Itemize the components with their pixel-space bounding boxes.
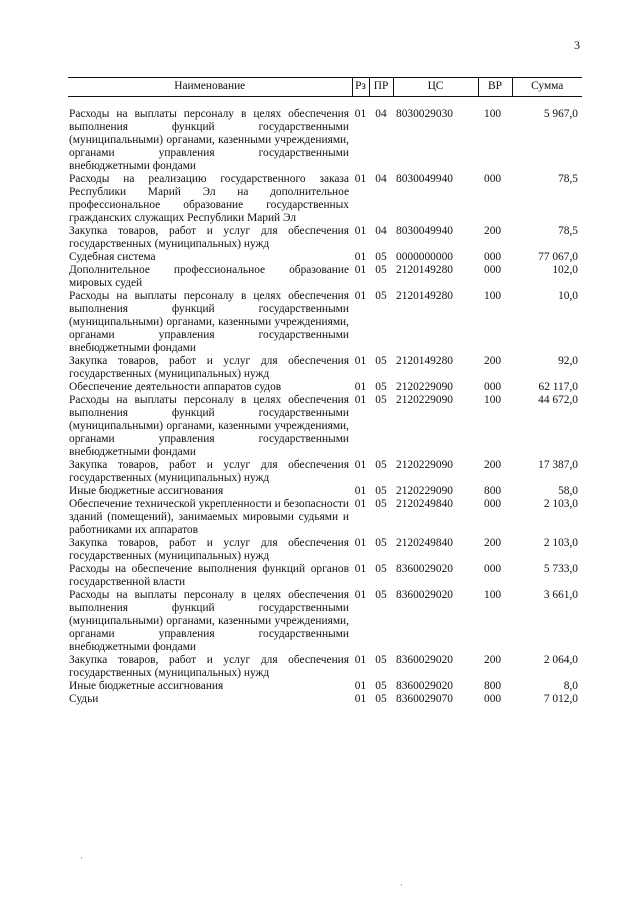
row-pr: 05 [375,654,387,666]
row-pr: 05 [375,290,387,302]
row-name: Обеспечение технической укрепленности и безопасности зданий (помещений), занимаемых мировыми судьями и работниками их аппаратов [69,498,349,536]
row-name: Иные бюджетные ассигнования [69,680,224,692]
table-row [68,173,582,225]
row-cs: 8360029020 [396,654,453,666]
row-vr: 100 [484,394,502,406]
header-rz: Рз [352,78,369,97]
header-name: Наименование [68,78,352,97]
row-rz: 01 [354,537,367,549]
row-sum: 78,5 [558,173,578,185]
row-pr: 05 [375,459,387,471]
budget-table [68,77,582,706]
header-cs: ЦС [393,78,478,97]
row-pr: 05 [375,485,387,497]
table-row [68,394,582,459]
row-vr: 100 [484,589,502,601]
row-cs: 2120229090 [396,381,453,393]
row-sum: 17 387,0 [538,459,578,471]
row-cs: 2120249840 [396,537,453,549]
row-name: Дополнительное профессиональное образование мировых судей [69,264,349,289]
row-sum: 8,0 [563,680,578,692]
row-vr: 200 [484,459,502,471]
row-name: Судебная система [69,251,156,263]
header-sum: Сумма [512,78,582,97]
row-rz: 01 [354,355,367,367]
row-cs: 8030029030 [396,108,453,120]
row-pr: 04 [375,108,387,120]
row-vr: 200 [484,654,502,666]
row-pr: 05 [375,394,387,406]
row-vr: 200 [484,225,502,237]
row-vr: 200 [484,355,502,367]
page-number: 3 [574,38,580,52]
header-pr: ПР [369,78,393,97]
row-pr: 04 [375,173,387,185]
row-vr: 000 [484,381,502,393]
row-name: Закупка товаров, работ и услуг для обеспечения государственных (муниципальных) нужд [69,225,349,250]
row-rz: 01 [354,563,367,575]
row-name: Расходы на выплаты персоналу в целях обеспечения выполнения функций государственными (муниципальными) органами, казенными учреждениями, органами управления государственными внебюджетными фондами [69,290,349,354]
row-rz: 01 [354,459,367,471]
table-row [68,563,582,589]
row-rz: 01 [354,290,367,302]
row-name: Расходы на выплаты персоналу в целях обеспечения выполнения функций государственными (муниципальными) органами, казенными учреждениями, органами управления государственными внебюджетными фондами [69,108,349,172]
row-vr: 200 [484,537,502,549]
row-vr: 000 [484,264,502,276]
table-row [68,264,582,290]
row-sum: 5 733,0 [543,563,578,575]
row-rz: 01 [354,589,367,601]
row-pr: 05 [375,537,387,549]
row-rz: 01 [354,225,367,237]
table-row [68,225,582,251]
row-vr: 800 [484,485,502,497]
row-pr: 05 [375,589,387,601]
row-cs: 2120249840 [396,498,453,510]
row-vr: 000 [484,251,502,263]
row-cs: 8030049940 [396,173,453,185]
row-pr: 05 [375,680,387,692]
row-rz: 01 [354,394,367,406]
row-rz: 01 [354,381,367,393]
row-name: Закупка товаров, работ и услуг для обеспечения государственных (муниципальных) нужд [69,459,349,484]
row-sum: 77 067,0 [538,251,578,263]
row-pr: 05 [375,498,387,510]
table-row [68,589,582,654]
row-sum: 10,0 [558,290,578,302]
scan-speck: · [80,853,83,863]
row-pr: 05 [375,381,387,393]
row-vr: 000 [484,498,502,510]
row-name: Обеспечение деятельности аппаратов судов [69,381,282,393]
row-vr: 100 [484,290,502,302]
table-row [68,654,582,680]
row-rz: 01 [354,485,367,497]
row-cs: 8030049940 [396,225,453,237]
row-cs: 8360029070 [396,693,453,705]
row-cs: 0000000000 [396,251,453,263]
row-name: Расходы на реализацию государственного заказа Республики Марий Эл на дополнительное профессиональное образование государственных гражданских служащих Республики Марий Эл [69,173,349,224]
table-row [68,290,582,355]
row-sum: 62 117,0 [538,381,578,393]
row-cs: 2120229090 [396,459,453,471]
row-vr: 100 [484,108,502,120]
row-cs: 8360029020 [396,589,453,601]
row-cs: 2120229090 [396,394,453,406]
row-sum: 92,0 [558,355,578,367]
row-pr: 05 [375,251,387,263]
row-rz: 01 [354,264,367,276]
table-row [68,485,582,498]
row-vr: 000 [484,693,502,705]
row-rz: 01 [354,693,367,705]
row-vr: 000 [484,173,502,185]
row-pr: 05 [375,693,387,705]
row-pr: 05 [375,264,387,276]
row-rz: 01 [354,680,367,692]
row-sum: 2 103,0 [543,537,578,549]
row-cs: 2120149280 [396,290,453,302]
row-rz: 01 [354,173,367,185]
row-rz: 01 [354,654,367,666]
row-sum: 2 064,0 [543,654,578,666]
table-header-row [68,78,582,97]
table-row [68,355,582,381]
row-name: Расходы на выплаты персоналу в целях обеспечения выполнения функций государственными (муниципальными) органами, казенными учреждениями, органами управления государственными внебюджетными фондами [69,394,349,458]
table-row [68,459,582,485]
row-sum: 58,0 [558,485,578,497]
table-row [68,498,582,537]
table-row [68,680,582,693]
row-vr: 000 [484,563,502,575]
table-row [68,97,582,174]
scan-speck: · [400,880,403,890]
row-sum: 78,5 [558,225,578,237]
row-pr: 05 [375,563,387,575]
row-pr: 05 [375,355,387,367]
row-cs: 8360029020 [396,563,453,575]
row-name: Расходы на обеспечение выполнения функций органов государственной власти [69,563,349,588]
row-name: Закупка товаров, работ и услуг для обеспечения государственных (муниципальных) нужд [69,537,349,562]
row-name: Судьи [69,693,99,705]
table-body [68,97,582,707]
header-vr: ВР [478,78,512,97]
row-cs: 8360029020 [396,680,453,692]
row-sum: 44 672,0 [538,394,578,406]
row-sum: 5 967,0 [543,108,578,120]
table-row [68,537,582,563]
row-vr: 800 [484,680,502,692]
row-name: Закупка товаров, работ и услуг для обеспечения государственных (муниципальных) нужд [69,355,349,380]
row-cs: 2120149280 [396,264,453,276]
row-sum: 2 103,0 [543,498,578,510]
row-sum: 102,0 [552,264,578,276]
row-cs: 2120149280 [396,355,453,367]
row-rz: 01 [354,108,367,120]
table-row [68,381,582,394]
row-sum: 7 012,0 [543,693,578,705]
row-name: Расходы на выплаты персоналу в целях обеспечения выполнения функций государственными (муниципальными) органами, казенными учреждениями, органами управления государственными внебюджетными фондами [69,589,349,653]
row-rz: 01 [354,498,367,510]
table-row [68,693,582,706]
table-row [68,251,582,264]
row-name: Иные бюджетные ассигнования [69,485,224,497]
row-rz: 01 [354,251,367,263]
row-sum: 3 661,0 [543,589,578,601]
row-cs: 2120229090 [396,485,453,497]
row-name: Закупка товаров, работ и услуг для обеспечения государственных (муниципальных) нужд [69,654,349,679]
row-pr: 04 [375,225,387,237]
